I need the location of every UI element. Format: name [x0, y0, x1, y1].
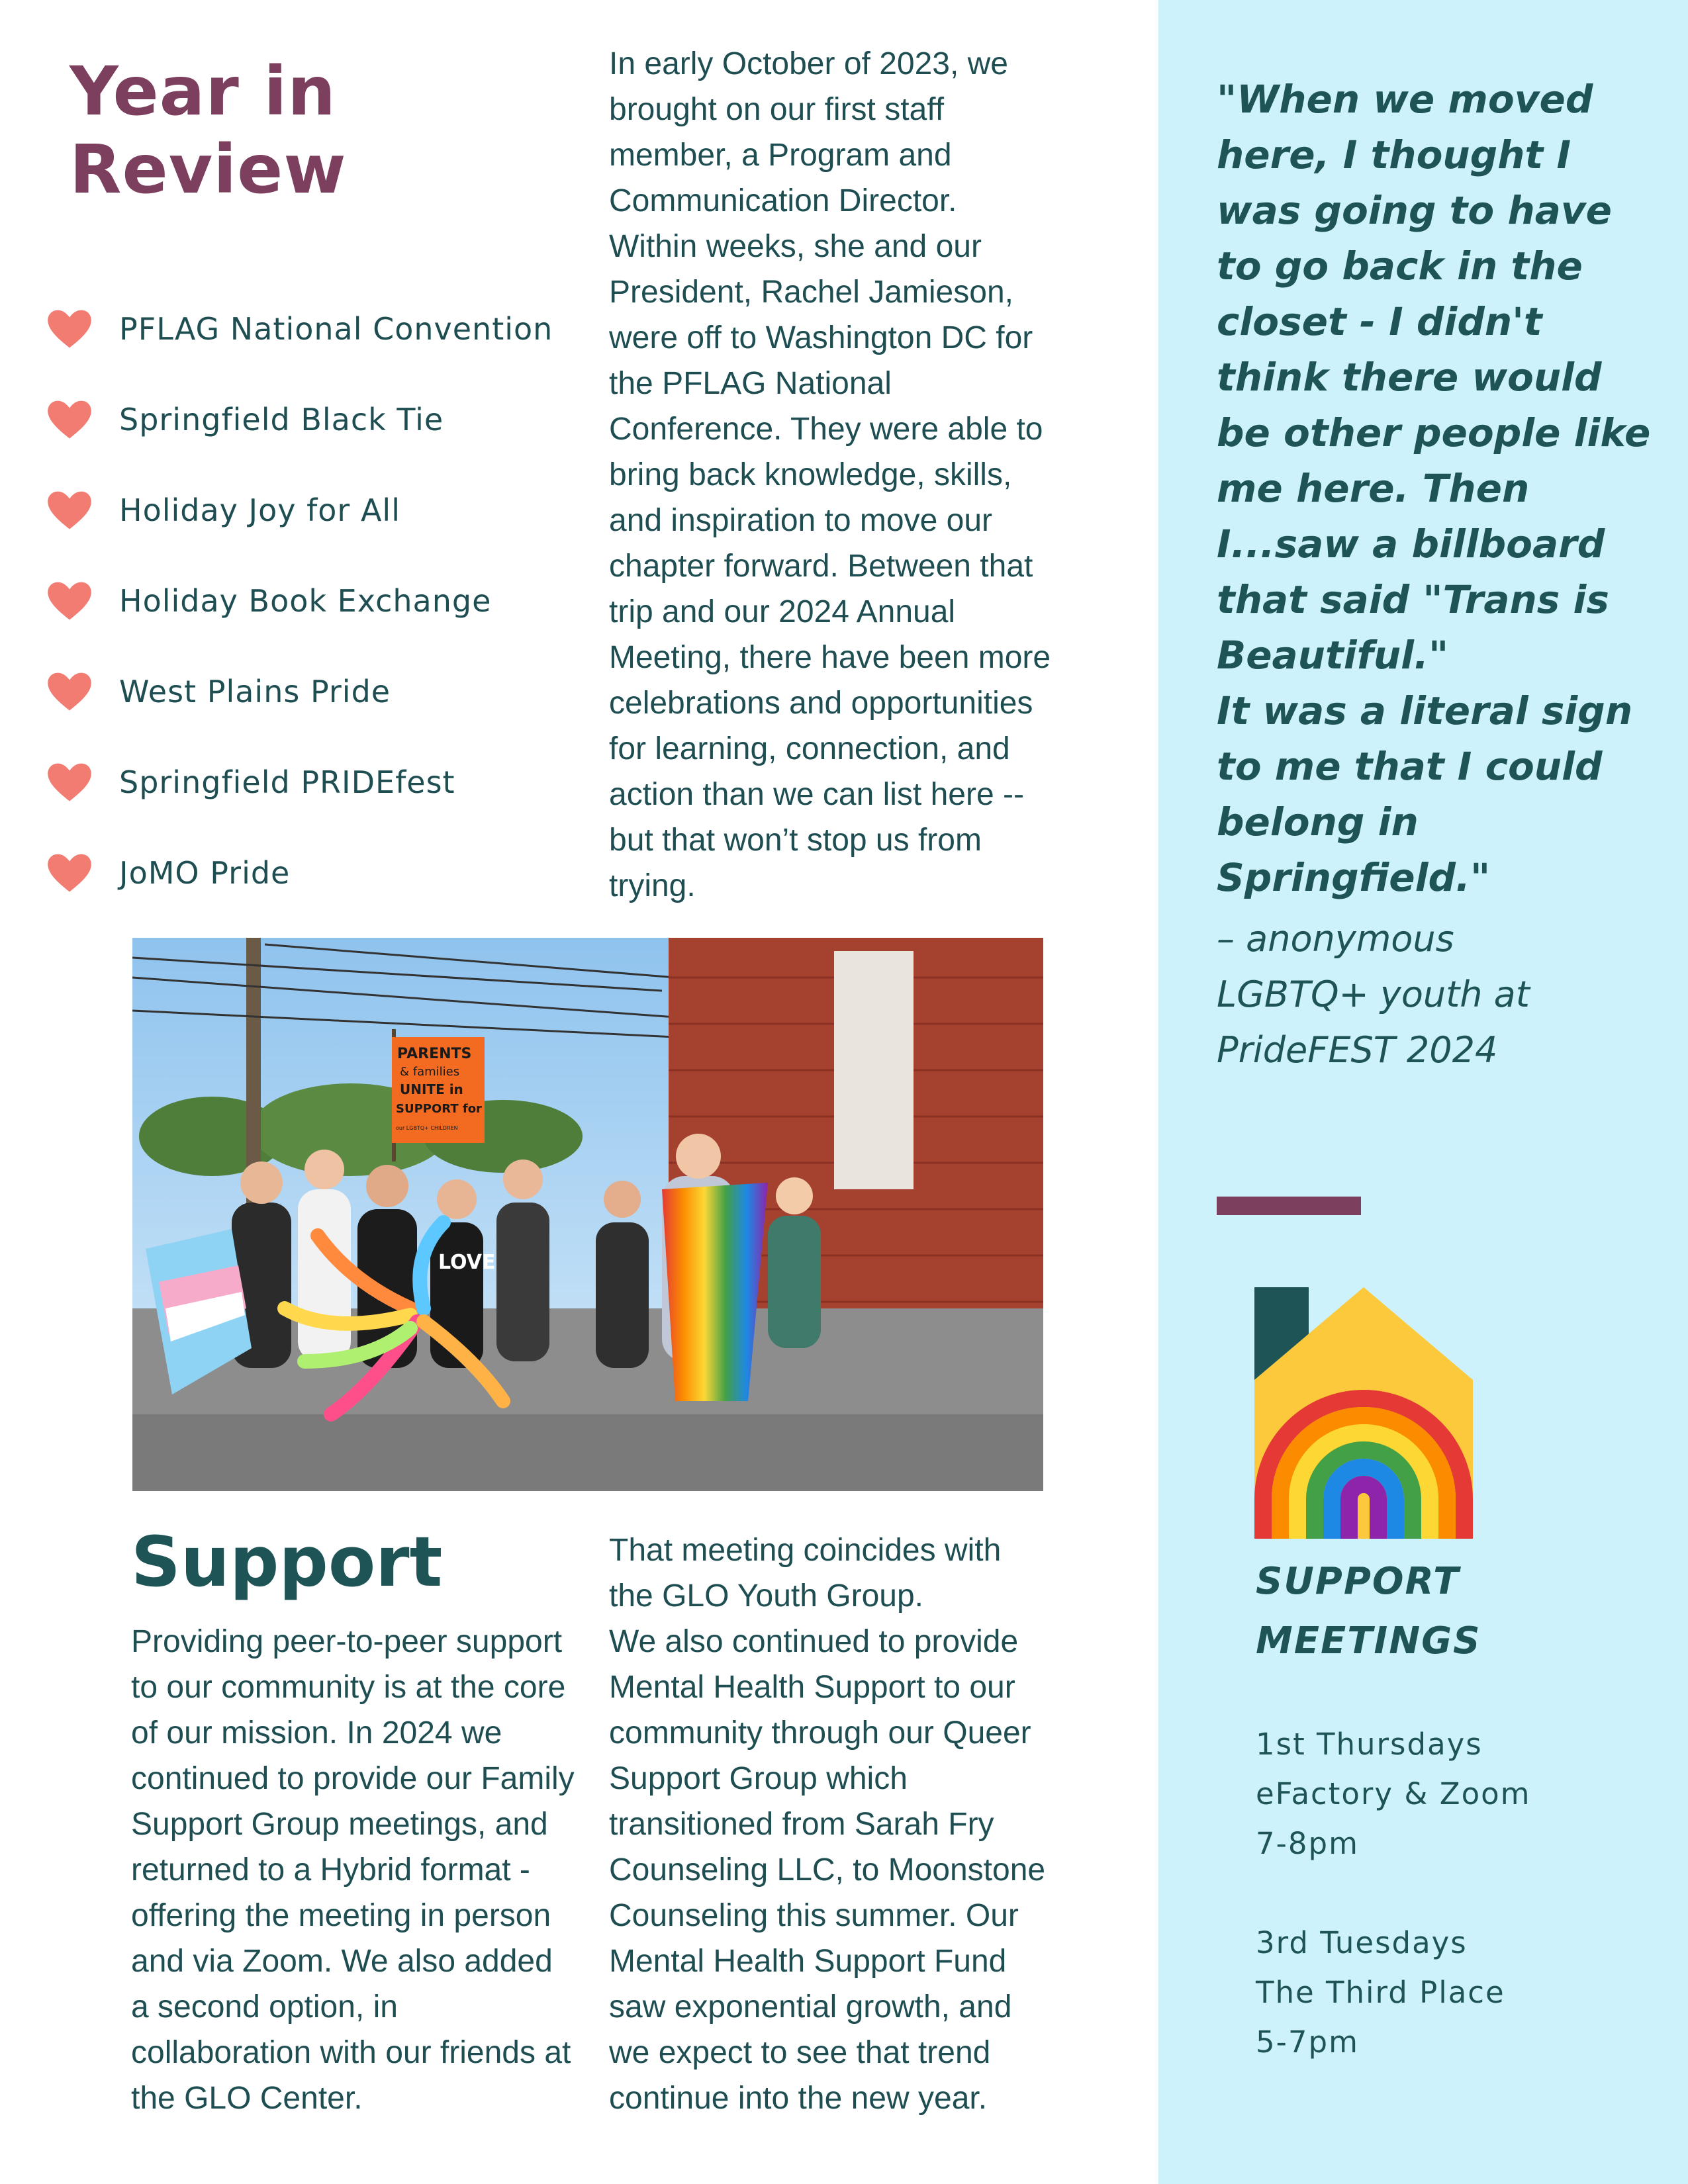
quote-line: It was a literal sign	[1217, 688, 1633, 733]
quote-line: to go back in the	[1217, 244, 1583, 289]
meeting-location: The Third Place	[1256, 1975, 1505, 2010]
quote-line: be other people like	[1217, 410, 1651, 455]
list-item	[46, 646, 576, 737]
meeting-location: eFactory & Zoom	[1256, 1776, 1531, 1811]
quote-line: Beautiful."	[1217, 633, 1449, 678]
highlight-label: Holiday Book Exchange	[119, 582, 492, 619]
list-item	[46, 737, 576, 827]
pride-group-photo	[132, 938, 1043, 1491]
quote-line: me here. Then	[1217, 466, 1530, 511]
meeting-time: 7-8pm	[1256, 1826, 1359, 1861]
quote-line: Springfield."	[1217, 855, 1491, 900]
sign-line-4: SUPPORT for	[396, 1102, 482, 1116]
quote-line: "When we moved	[1217, 77, 1593, 122]
quote-line: to me that I could	[1217, 744, 1603, 789]
photo-illustration	[132, 938, 1043, 1491]
meeting-third-tuesdays	[1256, 1918, 1505, 2067]
list-item	[46, 374, 576, 465]
quote-line: I...saw a billboard	[1217, 522, 1605, 567]
quote-line: was going to have	[1217, 188, 1613, 233]
attribution-line: – anonymous	[1217, 918, 1454, 960]
meeting-day: 1st Thursdays	[1256, 1727, 1483, 1762]
sign-line-3: UNITE in	[400, 1081, 463, 1097]
title-line-1: Year in	[70, 52, 336, 131]
attribution-line: PrideFEST 2024	[1217, 1029, 1498, 1071]
meeting-day: 3rd Tuesdays	[1256, 1925, 1468, 1960]
quote-line: here, I thought I	[1217, 132, 1571, 177]
quote-line: closet - I didn't	[1217, 299, 1542, 344]
heart-icon	[46, 490, 93, 531]
heart-icon	[46, 308, 93, 349]
support-paragraph-left: Providing peer-to-peer support to our community is at the core of our mission. In 2024 we continued to provide our Family Support Group meetings, and returned to a Hybrid format - offering the meeting in person and via Zoom. We also added a second option, in collaboration with our friends at the GLO Center.	[131, 1624, 575, 2116]
attribution-line: LGBTQ+ youth at	[1217, 974, 1530, 1015]
highlight-label: PFLAG National Convention	[119, 310, 553, 347]
support-heading: Support	[131, 1522, 443, 1602]
highlight-label: JoMO Pride	[119, 854, 291, 891]
rainbow-house-icon	[1254, 1287, 1473, 1539]
section-divider	[1217, 1197, 1361, 1215]
sign-line-5: our LGBTQ+ CHILDREN	[396, 1125, 458, 1131]
shirt-text: LOVE	[438, 1251, 496, 1274]
support-paragraph-right-2: We also continued to provide Mental Health Support to our community through our Queer Support Group which transitioned from Sarah Fry Counseling LLC, to Moonstone Counseling this summer. Our Mental Health Support Fund saw exponential growth, and we expect to see that trend continue into the new year.	[609, 1624, 1046, 2116]
meetings-heading-line-2: MEETINGS	[1256, 1619, 1481, 1662]
highlight-label: Springfield Black Tie	[119, 401, 444, 437]
meetings-heading	[1256, 1552, 1481, 1671]
list-item	[46, 555, 576, 646]
highlight-label: Holiday Joy for All	[119, 492, 400, 528]
meetings-heading-line-1: SUPPORT	[1256, 1560, 1460, 1603]
page-title	[70, 53, 347, 209]
quote-line: think there would	[1217, 355, 1602, 400]
meeting-first-thursdays	[1256, 1719, 1531, 1868]
sign-line-1: PARENTS	[397, 1046, 472, 1062]
intro-paragraph: In early October of 2023, we brought on our first staff member, a Program and Communication Director. Within weeks, she and our President, Rachel Jamieson, were off to Washington DC for the PFLAG National Conference. They were able to bring back knowledge, skills, and inspiration to move our chapter forward. Between that trip and our 2024 Annual Meeting, there have been more celebrations and opportunities for learning, connection, and action than we can list here -- but that won’t stop us from trying.	[609, 46, 1051, 903]
highlights-list	[46, 283, 576, 918]
highlight-label: West Plains Pride	[119, 673, 391, 709]
heart-icon	[46, 399, 93, 440]
list-item	[46, 465, 576, 555]
heart-icon	[46, 762, 93, 803]
heart-icon	[46, 852, 93, 893]
list-item	[46, 283, 576, 374]
title-line-2: Review	[70, 130, 347, 209]
youth-quote	[1217, 71, 1667, 905]
highlight-label: Springfield PRIDEfest	[119, 764, 455, 800]
meeting-time: 5-7pm	[1256, 2025, 1359, 2060]
heart-icon	[46, 671, 93, 712]
list-item	[46, 827, 576, 918]
heart-icon	[46, 580, 93, 621]
quote-attribution	[1217, 911, 1667, 1078]
sign-line-2: & families	[400, 1065, 460, 1079]
support-paragraph-right-1: That meeting coincides with the GLO Youth Group.	[609, 1533, 1002, 1614]
quote-line: belong in	[1217, 799, 1419, 844]
quote-line: that said "Trans is	[1217, 577, 1609, 622]
